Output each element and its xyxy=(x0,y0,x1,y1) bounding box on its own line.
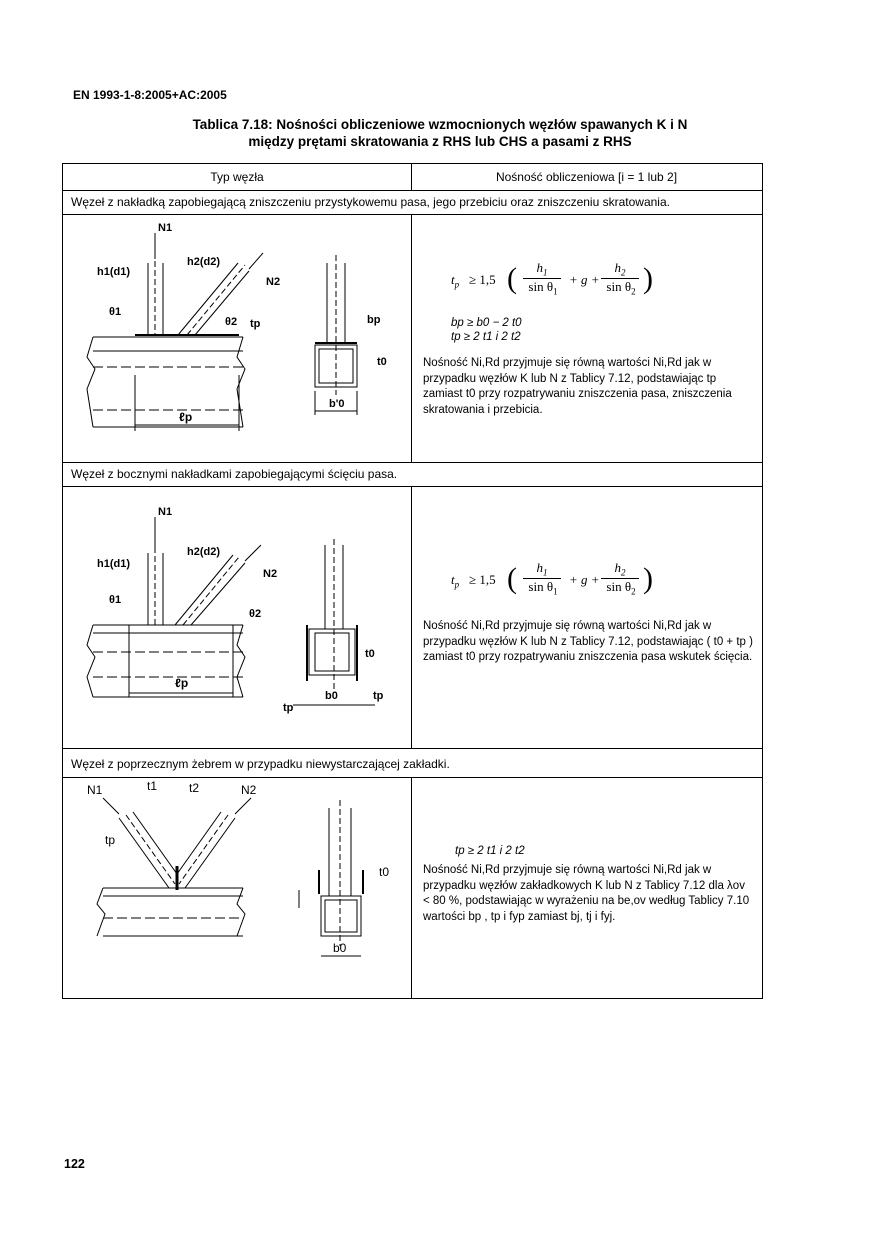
row1-label-N1: N1 xyxy=(158,222,173,234)
row1-formula-paren-left: ( xyxy=(507,262,517,295)
row1-note: Nośność Ni,Rd przyjmuje się równą wartości Ni,Rd jak w przypadku węzłów K lub N z Tablicy 7.12, podstawiając tp zamiast t0 przy rozpatrywaniu zniszczenia pasa, zniszczenia skratowania i przebicia. xyxy=(423,357,732,416)
header-divider xyxy=(411,164,412,190)
row1-condition-tp: tp ≥ 2 t1 i 2 t2 xyxy=(451,331,521,343)
caption-line-1: Tablica 7.18: Nośności obliczeniowe wzmocnionych węzłów spawanych K i N xyxy=(192,117,688,132)
row2-formula-paren-left: ( xyxy=(507,562,517,595)
row2-formula-coef: ≥ 1,5 xyxy=(469,572,496,587)
row2-formula-lhs: $t_p$ xyxy=(451,572,460,590)
row1-divider xyxy=(411,214,412,462)
row2-label-tp-right: tp xyxy=(373,690,384,702)
row2-label-tp-left: tp xyxy=(283,702,294,714)
row1-formula-lhs: $t_p$ xyxy=(451,272,460,290)
row1-label-b0prime: b'0 xyxy=(329,398,345,410)
row2-formula-paren-right: ) xyxy=(643,562,653,595)
row1-formula xyxy=(451,260,651,300)
resistance-table xyxy=(62,163,763,999)
row2-label-h1: h1(d1) xyxy=(97,558,130,570)
row2-note: Nośność Ni,Rd przyjmuje się równą wartości Ni,Rd jak w przypadku węzłów K lub N z Tablicy 7.12, podstawiając ( t0 + tp ) zamiast t0 przy rozpatrywaniu zniszczenia pasa wskutek ścięcia. xyxy=(423,620,753,663)
row2-label-theta2: θ2 xyxy=(249,608,262,620)
row2-divider xyxy=(411,486,412,748)
row3-label-t0: t0 xyxy=(379,865,390,879)
row2-formula-den1: $\sin \theta_1$ xyxy=(528,579,558,597)
row3-label-N2: N2 xyxy=(241,783,257,797)
row1-joint-figure xyxy=(63,215,410,461)
row3-label-t1: t1 xyxy=(147,779,158,793)
row1-label-tp: tp xyxy=(250,318,261,330)
row3-label-N1: N1 xyxy=(87,783,103,797)
row1-formula-den2: $\sin \theta_2$ xyxy=(606,279,636,297)
row1-formula-coef: ≥ 1,5 xyxy=(469,272,496,287)
row3-joint-figure xyxy=(63,778,410,998)
row2-formula-num1: $h_1$ xyxy=(523,560,561,579)
row2-label-lp: ℓp xyxy=(175,676,189,690)
column-header-joint-type: Typ węzła xyxy=(210,170,264,184)
standard-reference: EN 1993-1-8:2005+AC:2005 xyxy=(73,88,227,102)
row2-label-N1: N1 xyxy=(158,506,173,518)
row2-formula-den2: $\sin \theta_2$ xyxy=(606,579,636,597)
row1-title: Węzeł z nakładką zapobiegającą zniszczeniu przystykowemu pasa, jego przebiciu oraz zniszczeniu skratowania. xyxy=(71,195,670,209)
row1-formula-den1: $\sin \theta_1$ xyxy=(528,279,558,297)
row1-label-h2: h2(d2) xyxy=(187,256,220,268)
row2-formula-num2: $h_2$ xyxy=(601,560,639,579)
row2-formula-mid: + g + xyxy=(569,572,600,587)
row1-label-t0: t0 xyxy=(377,356,387,368)
row3-divider xyxy=(411,777,412,998)
row1-label-h1: h1(d1) xyxy=(97,266,130,278)
row1-formula-mid: + g + xyxy=(569,272,600,287)
row1-label-lp: ℓp xyxy=(179,410,193,424)
row2-label-b0: b0 xyxy=(325,690,338,702)
row3-condition-tp: tp ≥ 2 t1 i 2 t2 xyxy=(455,845,525,857)
row3-label-t2: t2 xyxy=(189,781,200,795)
page-number: 122 xyxy=(64,1157,85,1171)
column-header-resistance: Nośność obliczeniowa [i = 1 lub 2] xyxy=(495,170,678,184)
row2-label-N2: N2 xyxy=(263,568,278,580)
row2-title: Węzeł z bocznymi nakładkami zapobiegającymi ścięciu pasa. xyxy=(71,467,398,481)
row2-label-theta1: θ1 xyxy=(109,594,122,606)
row1-label-bp: bp xyxy=(367,314,381,326)
row2-end-rule xyxy=(63,748,762,749)
row3-note: Nośność Ni,Rd przyjmuje się równą wartości Ni,Rd jak w przypadku węzłów zakładkowych K lub N z Tablicy 7.12 dla λov < 80 %, podstawiając w wyrażeniu na be,ov według Tablicy 7.10 wartości bp , tp i fyp zamiast bj, tj i fyj. xyxy=(423,864,750,923)
row1-formula-paren-right: ) xyxy=(643,262,653,295)
row3-label-b0: b0 xyxy=(333,941,347,955)
row1-label-theta1: θ1 xyxy=(109,306,122,318)
row2-joint-figure xyxy=(63,487,410,747)
row1-formula-num2: $h_2$ xyxy=(601,260,639,279)
row1-condition-bp: bp ≥ b0 − 2 t0 xyxy=(451,317,522,329)
row1-formula-num1: $h_1$ xyxy=(523,260,561,279)
row1-label-theta2: θ2 xyxy=(225,316,238,328)
table-caption xyxy=(100,116,780,150)
row3-label-tp: tp xyxy=(105,833,116,847)
caption-line-2: między prętami skratowania z RHS lub CHS a pasami z RHS xyxy=(248,134,632,149)
row2-label-t0: t0 xyxy=(365,648,375,660)
row3-title: Węzeł z poprzecznym żebrem w przypadku niewystarczającej zakładki. xyxy=(71,757,450,771)
row1-label-N2: N2 xyxy=(266,276,281,288)
row2-label-h2: h2(d2) xyxy=(187,546,220,558)
row2-formula xyxy=(451,560,651,600)
